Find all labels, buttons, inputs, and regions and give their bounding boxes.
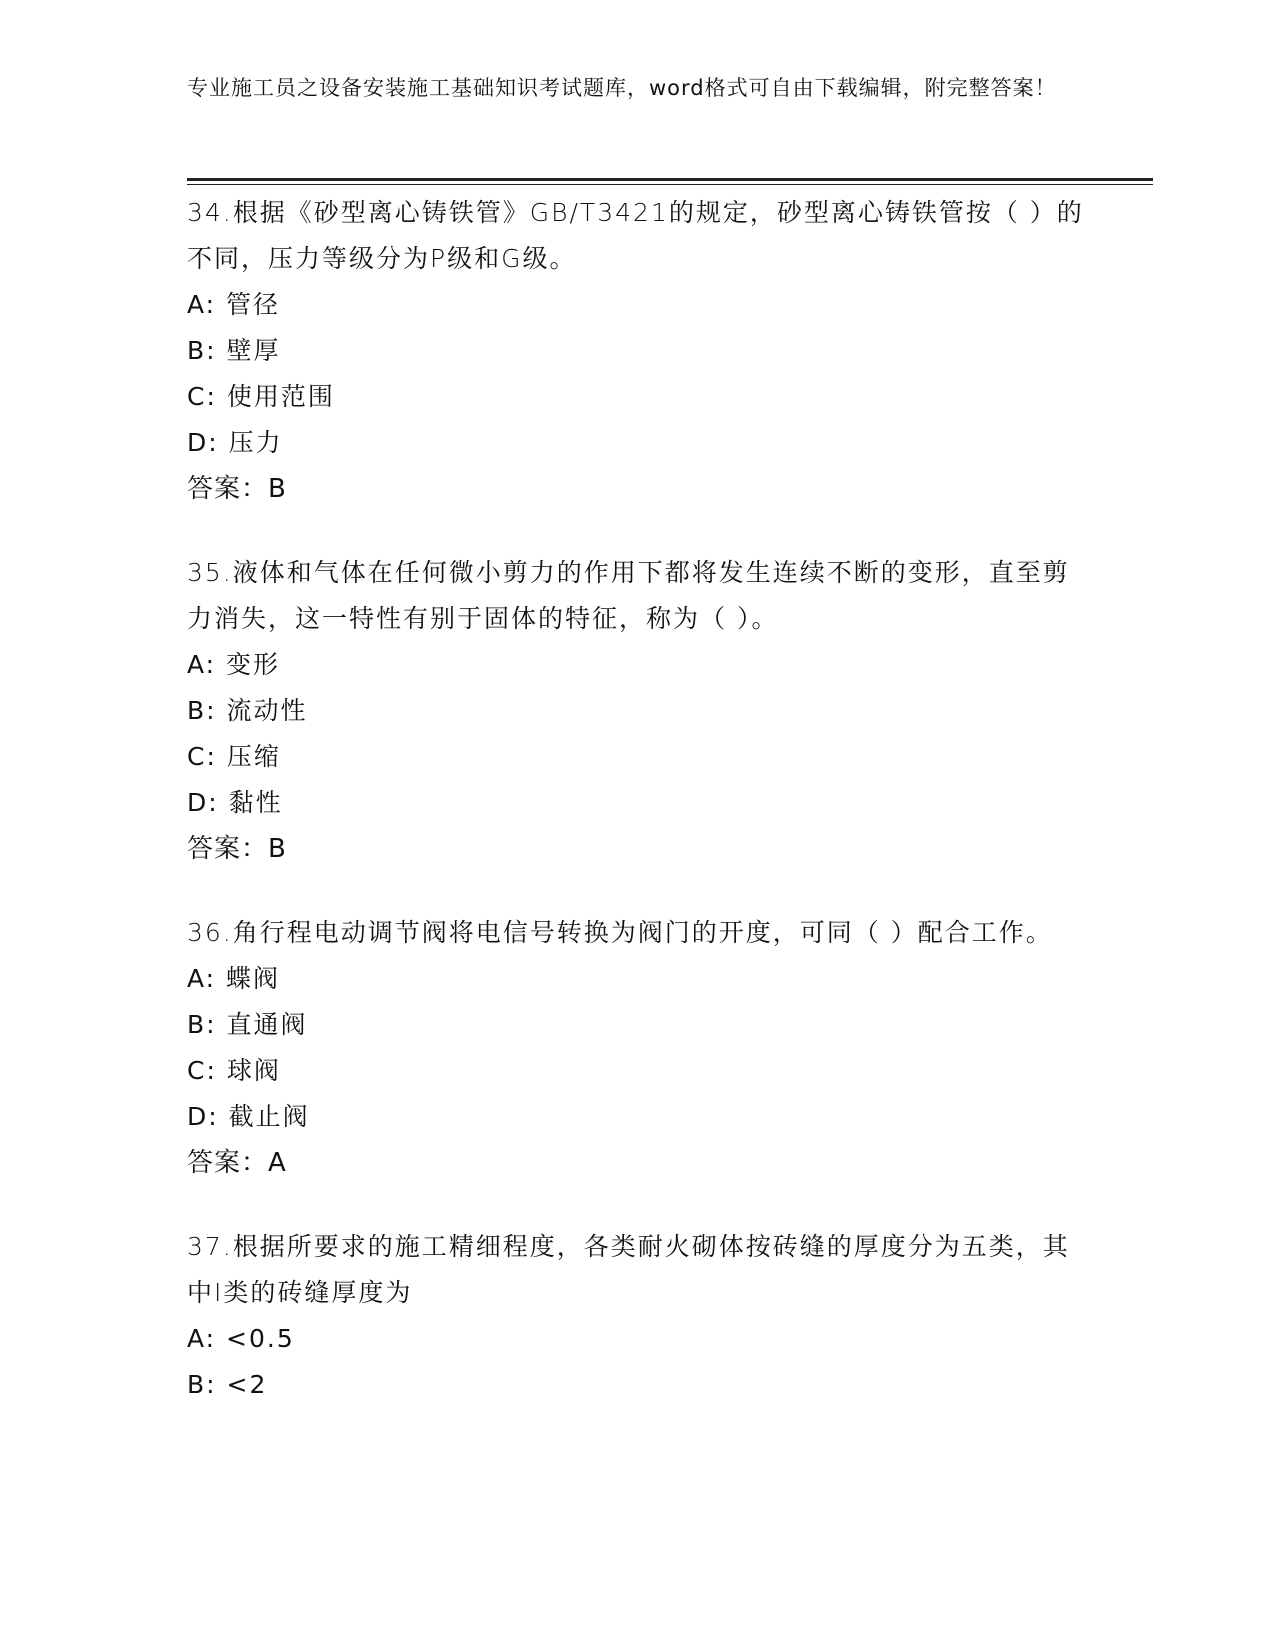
option-d: D: 截止阀: [187, 1102, 310, 1131]
answer: 答案：B: [187, 474, 287, 504]
question-text: 36.角行程电动调节阀将电信号转换为阀门的开度，可同（ ）配合工作。: [187, 918, 1053, 947]
option-b: B: <2: [187, 1370, 268, 1399]
question-text: 35.液体和气体在任何微小剪力的作用下都将发生连续不断的变形，直至剪力消失，这一特性有别于固体的特征，称为（ ）。: [187, 558, 1070, 633]
option-a: A: 管径: [187, 290, 281, 319]
question-34: [187, 190, 1087, 512]
header-divider-thin: [187, 184, 1153, 185]
option-c: C: 球阀: [187, 1056, 281, 1085]
option-b: B: 壁厚: [187, 336, 281, 365]
option-a: A: 变形: [187, 650, 281, 679]
option-a: A: <0.5: [187, 1324, 295, 1353]
option-c: C: 压缩: [187, 742, 281, 771]
option-b: B: 流动性: [187, 696, 308, 725]
option-c: C: 使用范围: [187, 382, 335, 411]
option-b: B: 直通阀: [187, 1010, 308, 1039]
question-37: [187, 1224, 1087, 1408]
question-text: 37.根据所要求的施工精细程度，各类耐火砌体按砖缝的厚度分为五类，其中I类的砖缝厚度为: [187, 1232, 1070, 1307]
option-d: D: 黏性: [187, 788, 283, 817]
question-35: [187, 550, 1087, 872]
option-d: D: 压力: [187, 428, 283, 457]
question-list: [187, 190, 1087, 1426]
document-header: 专业施工员之设备安装施工基础知识考试题库，word格式可自由下载编辑，附完整答案！: [187, 76, 1057, 100]
question-text: 34.根据《砂型离心铸铁管》GB/T3421的规定，砂型离心铸铁管按（ ）的不同，压力等级分为P级和G级。: [187, 198, 1084, 273]
answer: 答案：B: [187, 834, 287, 864]
question-36: [187, 910, 1087, 1186]
option-a: A: 蝶阀: [187, 964, 281, 993]
answer: 答案：A: [187, 1148, 287, 1178]
header-divider-thick: [187, 178, 1153, 181]
